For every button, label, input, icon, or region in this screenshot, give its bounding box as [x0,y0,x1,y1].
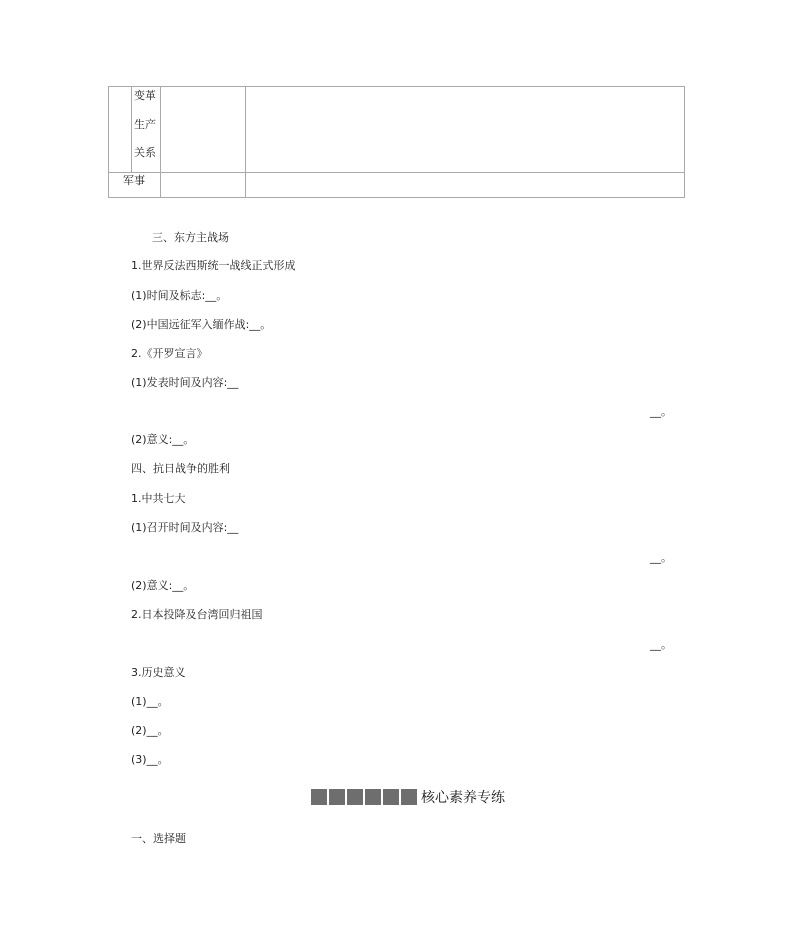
table-divider [131,87,132,172]
answer-blank: __。 [650,551,672,564]
list-item: 2.《开罗宣言》 [131,347,208,360]
table-row-divider [109,172,684,173]
list-item: 1.世界反法西斯统一战线正式形成 [131,259,296,272]
table-cell-label: 军事 [123,174,145,187]
list-item: (2)中国远征军入缅作战:__。 [131,318,272,331]
answer-blank: __。 [650,405,672,418]
list-item: (1)发表时间及内容:__ [131,376,239,389]
table-divider [160,87,161,197]
banner-block [383,789,399,805]
banner-block [347,789,363,805]
banner-title: 核心素养专练 [421,790,505,806]
content-table [108,86,685,198]
list-item: (2)意义:__。 [131,579,195,592]
banner-block [311,789,327,805]
section-heading: 三、东方主战场 [152,231,229,244]
answer-blank: __。 [650,638,672,651]
list-item: (1)召开时间及内容:__ [131,521,239,534]
list-item: (2)意义:__。 [131,433,195,446]
list-item: (1)时间及标志:__。 [131,289,228,302]
banner-block [329,789,345,805]
table-cell-label: 关系 [134,146,156,159]
table-divider [245,87,246,197]
list-item: (3)__。 [131,753,169,766]
table-cell-label: 生产 [134,118,156,131]
banner-block [401,789,417,805]
list-item: 2.日本投降及台湾回归祖国 [131,608,263,621]
list-item: (2)__。 [131,724,169,737]
exercise-heading: 一、选择题 [131,832,186,845]
section-heading: 四、抗日战争的胜利 [131,462,230,475]
list-item: 1.中共七大 [131,492,186,505]
list-item: (1)__。 [131,695,169,708]
banner-block [365,789,381,805]
list-item: 3.历史意义 [131,666,186,679]
table-cell-label: 变革 [134,89,156,102]
section-banner [311,788,505,806]
